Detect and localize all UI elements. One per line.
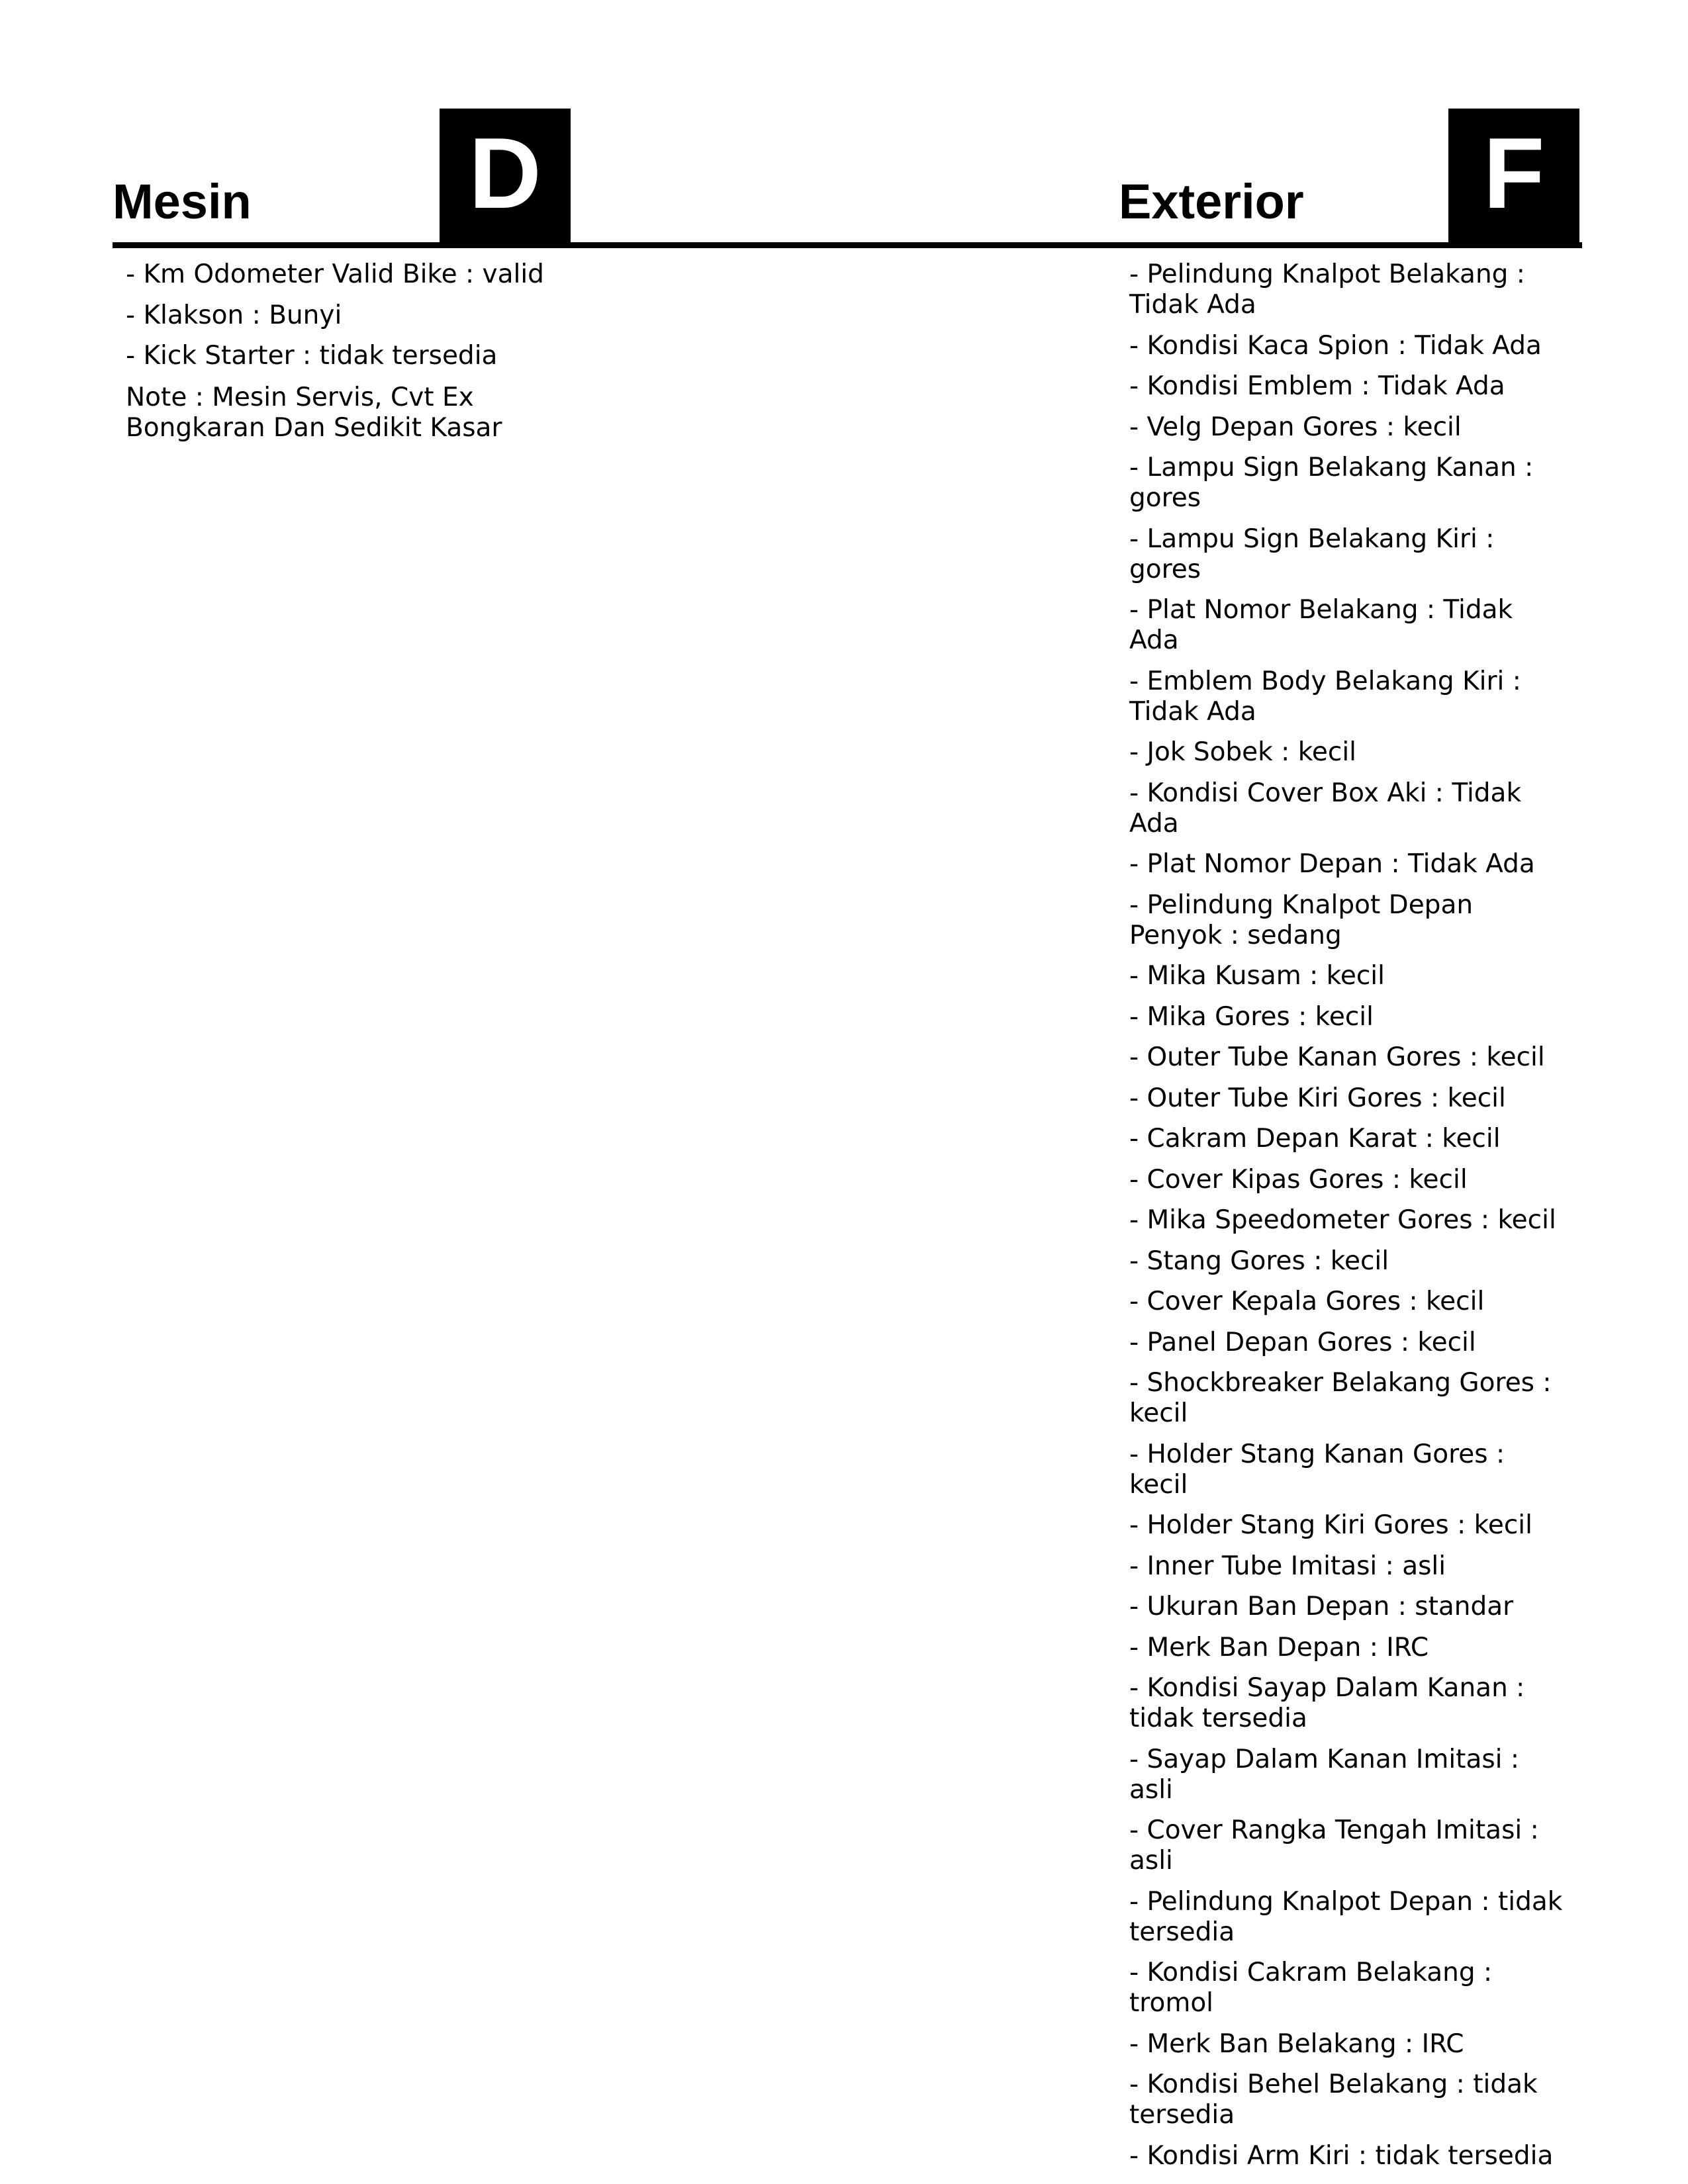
list-item: - Mika Gores : kecil [1129, 1001, 1374, 1032]
header-divider [113, 242, 1582, 248]
list-item: - Plat Nomor Belakang : Tidak Ada [1129, 595, 1513, 655]
list-item: - Sayap Dalam Kanan Imitasi : asli [1129, 1744, 1520, 1805]
list-item: - Kick Starter : tidak tersedia [126, 341, 498, 371]
list-item: - Kondisi Emblem : Tidak Ada [1129, 371, 1505, 401]
list-item: - Km Odometer Valid Bike : valid [126, 259, 544, 289]
list-item: - Holder Stang Kiri Gores : kecil [1129, 1510, 1532, 1540]
list-item: - Outer Tube Kiri Gores : kecil [1129, 1083, 1506, 1113]
list-item: - Kondisi Cover Box Aki : Tidak Ada [1129, 778, 1522, 839]
list-item: - Jok Sobek : kecil [1129, 737, 1357, 767]
list-item: - Velg Depan Gores : kecil [1129, 412, 1462, 442]
list-item: - Plat Nomor Depan : Tidak Ada [1129, 849, 1535, 879]
list-item: - Pelindung Knalpot Depan Penyok : sedang [1129, 889, 1474, 950]
list-item: - Pelindung Knalpot Depan : tidak tersedia [1129, 1886, 1563, 1947]
mesin-section-title: Mesin [113, 174, 252, 229]
list-item: - Merk Ban Belakang : IRC [1129, 2028, 1464, 2059]
mesin-item-list [126, 259, 549, 382]
list-item: - Shockbreaker Belakang Gores : kecil [1129, 1368, 1552, 1428]
list-item: - Cover Rangka Tengah Imitasi : asli [1129, 1815, 1539, 1876]
mesin-note: Note : Mesin Servis, Cvt Ex Bongkaran Dan Sedikit Kasar [126, 383, 502, 443]
list-item: - Cover Kipas Gores : kecil [1129, 1164, 1468, 1195]
list-item: - Mika Kusam : kecil [1129, 961, 1385, 991]
list-item: - Kondisi Behel Belakang : tidak tersedia [1129, 2070, 1538, 2130]
list-item: - Cakram Depan Karat : kecil [1129, 1124, 1501, 1154]
list-item: - Kondisi Sayap Dalam Kanan : tidak tersedia [1129, 1673, 1525, 1733]
list-item: - Ukuran Ban Depan : standar [1129, 1592, 1514, 1621]
exterior-item-list [1129, 259, 1566, 2181]
list-item: - Merk Ban Depan : IRC [1129, 1632, 1429, 1662]
exterior-section-title: Exterior [1119, 174, 1304, 229]
list-item: - Kondisi Kaca Spion : Tidak Ada [1129, 330, 1542, 361]
list-item: - Mika Speedometer Gores : kecil [1129, 1205, 1556, 1235]
list-item: - Pelindung Knalpot Belakang : Tidak Ada [1129, 259, 1525, 320]
list-item: - Lampu Sign Belakang Kiri : gores [1129, 523, 1495, 584]
list-item: - Cover Kepala Gores : kecil [1129, 1287, 1485, 1316]
list-item: - Panel Depan Gores : kecil [1129, 1327, 1476, 1357]
list-item: - Holder Stang Kanan Gores : kecil [1129, 1439, 1505, 1500]
list-item: - Klakson : Bunyi [126, 300, 342, 330]
list-item: - Stang Gores : kecil [1129, 1246, 1389, 1276]
list-item: - Inner Tube Imitasi : asli [1129, 1551, 1446, 1581]
list-item: - Outer Tube Kanan Gores : kecil [1129, 1042, 1545, 1072]
exterior-section-badge: F [1448, 109, 1579, 248]
list-item: - Kondisi Arm Kiri : tidak tersedia [1129, 2140, 1554, 2171]
list-item: - Kondisi Cakram Belakang : tromol [1129, 1958, 1493, 2018]
mesin-section-badge: D [440, 109, 571, 248]
list-item: - Emblem Body Belakang Kiri : Tidak Ada [1129, 666, 1521, 727]
list-item: - Lampu Sign Belakang Kanan : gores [1129, 453, 1534, 513]
